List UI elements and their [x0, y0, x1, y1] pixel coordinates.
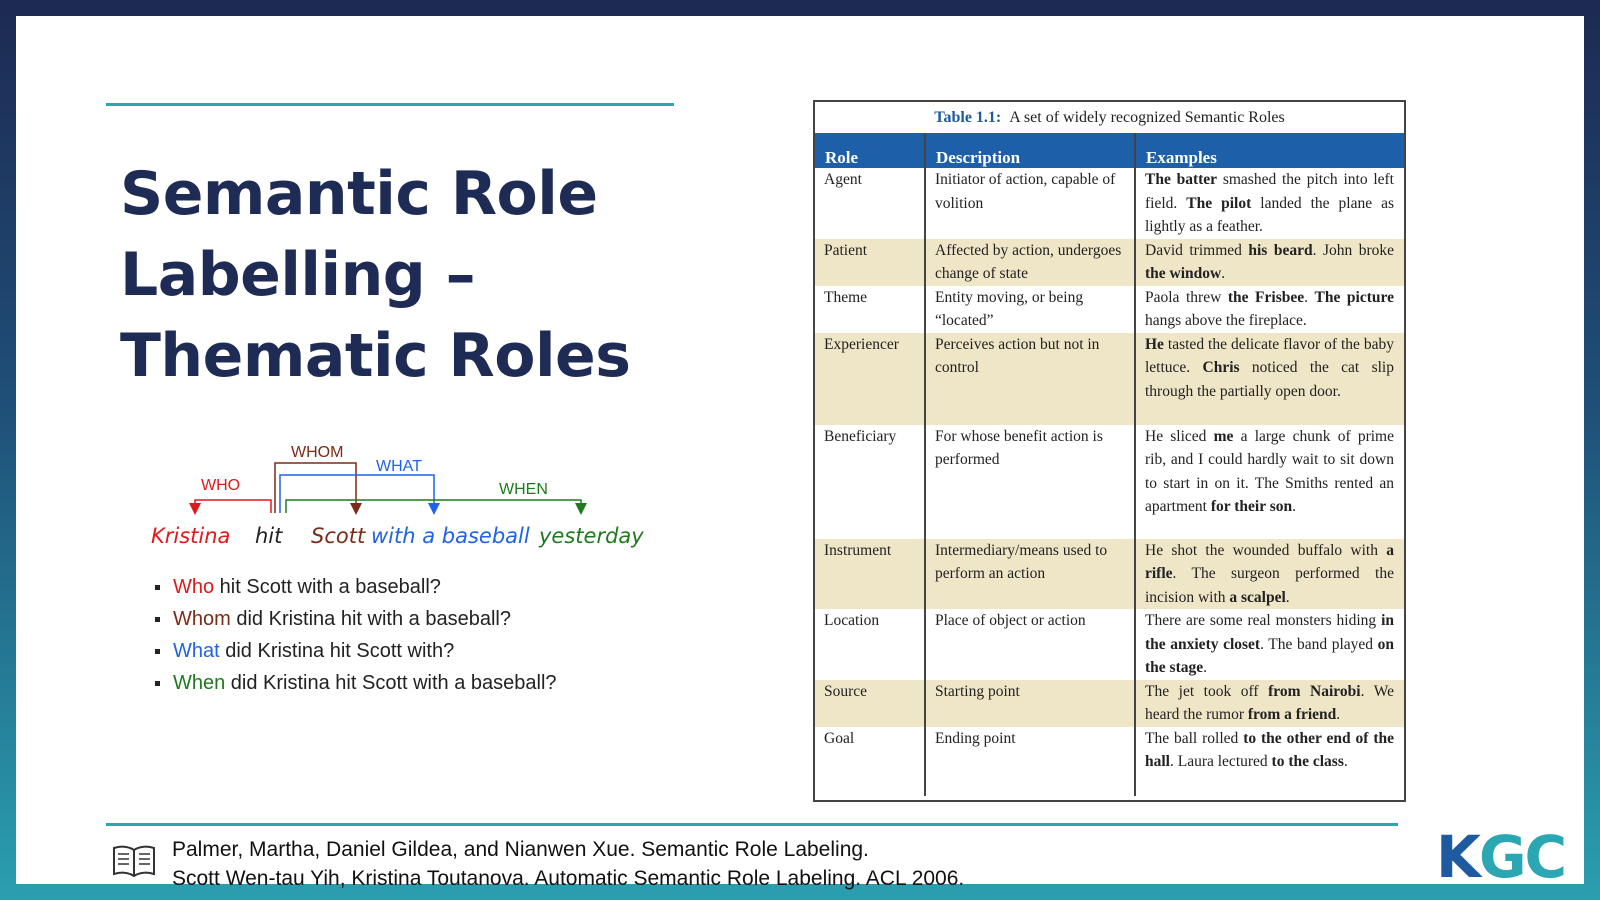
word-with-a-baseball: with a baseball — [371, 524, 530, 548]
header-examples: Examples — [1135, 133, 1404, 168]
footer-rule — [106, 823, 1398, 826]
example-role-phrase: The batter — [1145, 171, 1218, 188]
example-role-phrase: Chris — [1202, 359, 1240, 376]
description-cell: Initiator of action, capable of volition — [925, 168, 1135, 239]
role-cell: Goal — [824, 729, 855, 747]
srl-diagram — [131, 441, 661, 711]
description-cell: Entity moving, or being “located” — [925, 286, 1135, 333]
svg-text:Kristina hit S — [151, 524, 644, 548]
example-text: . Laura lectured — [1169, 753, 1272, 770]
example-text: . The surgeon performed the incision with — [1145, 565, 1394, 606]
question-rest: did Kristina hit Scott with a baseball? — [225, 672, 557, 694]
role-cell: Beneficiary — [824, 427, 897, 445]
table-header-row — [815, 133, 1404, 168]
question-item — [143, 667, 557, 699]
table-caption-label: Table 1.1: — [934, 109, 1002, 126]
question-wh-word: Who — [173, 576, 215, 598]
page-title — [120, 154, 680, 397]
title-rule — [106, 103, 674, 106]
example-cell — [1135, 609, 1404, 680]
question-rest: did Kristina hit Scott with? — [219, 640, 455, 662]
example-text: . — [1304, 288, 1315, 306]
word-kristina: Kristina — [151, 524, 231, 548]
description-cell: Perceives action but not in control — [925, 333, 1135, 425]
example-text: a large chunk of prime rib, and I could hardly wait to sit down to start in on it. The Smiths rented an apartment — [1145, 427, 1394, 515]
table-row — [815, 609, 1404, 680]
example-role-phrase: a scalpel — [1229, 588, 1286, 606]
kgc-logo: KGC — [1436, 823, 1566, 891]
table-row — [815, 539, 1404, 610]
question-wh-word: What — [173, 640, 220, 662]
example-cell — [1135, 168, 1404, 239]
example-cell — [1135, 680, 1404, 727]
word-yesterday: yesterday — [539, 524, 644, 548]
example-role-phrase: He — [1145, 335, 1164, 353]
header-role: Role — [815, 133, 925, 168]
example-text: . — [1203, 659, 1207, 676]
example-role-phrase: me — [1213, 427, 1234, 445]
example-text: noticed the cat slip through the partially open door. — [1145, 359, 1394, 400]
question-item — [143, 603, 557, 635]
example-cell — [1135, 333, 1404, 425]
description-cell: Affected by action, undergoes change of state — [925, 239, 1135, 286]
example-text: The ball rolled — [1145, 729, 1244, 747]
table-caption-text: A set of widely recognized Semantic Roles — [1009, 109, 1285, 126]
example-cell — [1135, 727, 1404, 796]
role-cell: Location — [824, 612, 880, 629]
table-row — [815, 333, 1404, 425]
table-row — [815, 680, 1404, 727]
example-text: The jet took off — [1145, 682, 1269, 700]
title-line: Semantic Role — [120, 159, 598, 229]
word-scott: Scott — [311, 524, 366, 548]
example-cell — [1135, 425, 1404, 539]
example-role-phrase: his beard — [1248, 241, 1313, 259]
role-cell: Source — [815, 680, 925, 727]
table-row — [815, 286, 1404, 333]
example-text: . — [1221, 265, 1226, 282]
example-role-phrase: on the stage — [1145, 635, 1395, 676]
question-rest: did Kristina hit with a baseball? — [230, 608, 511, 630]
example-text: David trimmed — [1145, 241, 1249, 259]
question-item — [143, 635, 557, 667]
what-label: WHAT — [376, 458, 422, 475]
example-role-phrase: The picture — [1314, 288, 1395, 306]
header-description: Description — [925, 133, 1135, 168]
example-cell — [1135, 239, 1404, 286]
example-cell — [1135, 286, 1404, 333]
example-role-phrase: from a friend — [1247, 706, 1337, 723]
description-cell: Intermediary/means used to perform an action — [925, 539, 1135, 610]
who-bracket — [195, 500, 271, 513]
table-row — [815, 239, 1404, 286]
role-cell: Theme — [824, 288, 868, 306]
example-text: . — [1285, 588, 1290, 606]
table-row — [815, 727, 1404, 796]
example-role-phrase: to the class — [1271, 753, 1344, 770]
description-cell: For whose benefit action is performed — [925, 425, 1135, 539]
book-icon — [112, 844, 156, 878]
example-role-phrase: from Nairobi — [1268, 682, 1361, 700]
title-line: Thematic Roles — [120, 321, 631, 391]
example-text: He shot the wounded buffalo with — [1145, 541, 1387, 559]
what-bracket — [280, 475, 434, 513]
table-row — [815, 168, 1404, 239]
example-cell — [1135, 539, 1404, 610]
example-text: hangs above the fireplace. — [1145, 312, 1307, 329]
whom-bracket — [275, 463, 356, 513]
reference-2: Scott Wen-tau Yih, Kristina Toutanova. Automatic Semantic Role Labeling. ACL 2006. — [172, 867, 965, 890]
question-wh-word: Whom — [173, 608, 231, 630]
slide — [16, 16, 1584, 891]
example-role-phrase: the Frisbee — [1227, 288, 1305, 306]
example-role-phrase: in the anxiety closet — [1145, 612, 1394, 653]
question-item — [143, 571, 557, 603]
semantic-roles-table — [813, 100, 1406, 802]
example-text: . — [1292, 498, 1296, 515]
example-text: . We heard the rumor — [1145, 682, 1394, 723]
references — [172, 835, 964, 893]
example-text: tasted the delicate flavor of the baby lettuce. — [1145, 335, 1394, 376]
question-list — [143, 571, 557, 699]
example-text: smashed the pitch into left field. — [1145, 171, 1394, 212]
when-label: WHEN — [499, 481, 548, 498]
word-hit: hit — [255, 524, 283, 548]
whom-label: WHOM — [291, 444, 344, 461]
table-row — [815, 425, 1404, 539]
who-label: WHO — [201, 477, 241, 494]
example-text: . — [1336, 706, 1341, 723]
example-text: landed the plane as lightly as a feather. — [1145, 194, 1394, 235]
role-cell: Experiencer — [815, 333, 925, 425]
example-text: He sliced — [1145, 427, 1214, 445]
example-text: There are some real monsters hiding — [1145, 612, 1382, 629]
example-text: . John broke — [1312, 241, 1394, 259]
question-rest: hit Scott with a baseball? — [214, 576, 441, 598]
description-cell: Starting point — [925, 680, 1135, 727]
role-cell: Instrument — [815, 539, 925, 610]
example-role-phrase: the window — [1145, 265, 1222, 282]
example-role-phrase: The pilot — [1186, 194, 1252, 212]
example-text: . The band played — [1260, 635, 1378, 653]
reference-1: Palmer, Martha, Daniel Gildea, and Nianwen Xue. Semantic Role Labeling. — [172, 838, 869, 861]
title-line: Labelling – — [120, 240, 476, 310]
table-caption — [815, 102, 1404, 133]
srl-brackets — [131, 441, 661, 561]
example-text: Paola threw — [1145, 288, 1228, 306]
question-wh-word: When — [173, 672, 226, 694]
example-role-phrase: to the other end of the hall — [1145, 729, 1394, 770]
role-cell: Patient — [815, 239, 925, 286]
example-text: . — [1343, 753, 1348, 770]
description-cell: Ending point — [925, 727, 1135, 796]
example-role-phrase: a rifle — [1145, 541, 1394, 582]
description-cell: Place of object or action — [925, 609, 1135, 680]
example-role-phrase: for their son — [1210, 498, 1293, 515]
role-cell: Agent — [824, 171, 862, 188]
